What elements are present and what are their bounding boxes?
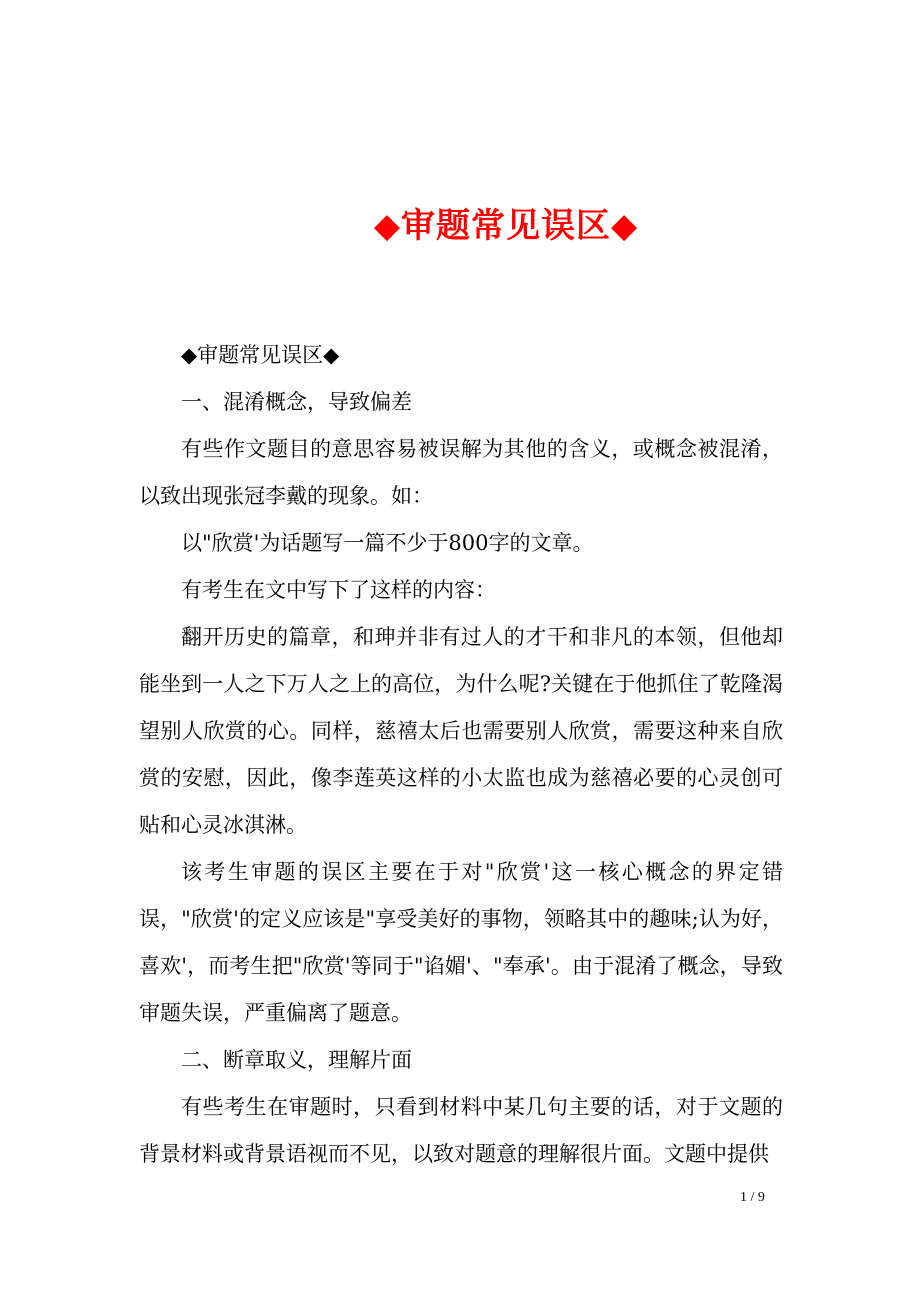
- paragraph: 以"欣赏'为话题写一篇不少于800字的文章。: [181, 531, 594, 555]
- document-body: [139, 332, 783, 1178]
- paragraph: ◆审题常见误区◆: [181, 343, 340, 367]
- paragraph: 有些考生在审题时，只看到材料中某几句主要的话，对于文题的背景材料或背景语视而不见，以致对题意的理解很片面。文题中提供: [139, 1095, 783, 1166]
- page-title: ◆审题常见误区◆: [373, 206, 639, 246]
- section-heading: 一、混淆概念，导致偏差: [181, 390, 412, 414]
- paragraph: 有些作文题目的意思容易被误解为其他的含义，或概念被混淆，以致出现张冠李戴的现象。如：: [139, 437, 783, 508]
- section-heading: 二、断章取义，理解片面: [181, 1048, 412, 1072]
- paragraph: 该考生审题的误区主要在于对"欣赏'这一核心概念的界定错误，"欣赏'的定义应该是"享受美好的事物，领略其中的趣味;认为好，喜欢'，而考生把"欣赏'等同于"谄媚'、"奉承'。由于混淆了概念，导致审题失误，严重偏离了题意。: [139, 860, 783, 1025]
- page-number: 1 / 9: [740, 1190, 765, 1205]
- paragraph: 有考生在文中写下了这样的内容：: [181, 578, 496, 602]
- quoted-paragraph: 翻开历史的篇章，和珅并非有过人的才干和非凡的本领，但他却能坐到一人之下万人之上的高位，为什么呢?关键在于他抓住了乾隆渴望别人欣赏的心。同样，慈禧太后也需要别人欣赏，需要这种来自欣赏的安慰，因此，像李莲英这样的小太监也成为慈禧必要的心灵创可贴和心灵冰淇淋。: [139, 625, 783, 837]
